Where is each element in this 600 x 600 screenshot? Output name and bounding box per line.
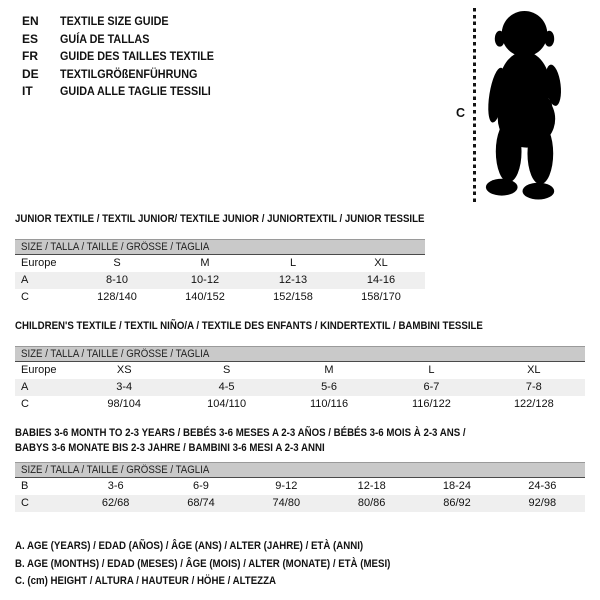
table-row-c (15, 396, 585, 413)
row-cell: 5-6 (321, 381, 337, 393)
language-row-es (22, 31, 231, 49)
language-code: FR (22, 49, 38, 63)
row-label: Europe (21, 257, 57, 269)
language-row-de (22, 66, 231, 84)
size-guide-section-0 (15, 212, 425, 306)
row-cell: L (289, 257, 297, 269)
row-cell: 158/170 (361, 291, 401, 303)
row-cell: 6-9 (193, 480, 209, 492)
row-cell: 110/116 (309, 398, 349, 410)
row-cell: XL (374, 257, 388, 269)
row-cell: 92/98 (528, 497, 557, 509)
language-code: ES (22, 31, 39, 46)
size-table (15, 346, 585, 413)
language-row-it (22, 83, 231, 101)
language-label: GUIDE DES TAILLES TEXTILE (60, 49, 215, 63)
height-dashed-line (473, 8, 476, 205)
row-label: C (21, 497, 29, 509)
size-table-header-text: SIZE / TALLA / TAILLE / GRÖSSE / TAGLIA (21, 241, 210, 253)
language-row-en (22, 13, 231, 31)
table-row-b (15, 478, 585, 495)
row-cell: 122/128 (513, 398, 554, 410)
size-table-header-text: SIZE / TALLA / TAILLE / GRÖSSE / TAGLIA (21, 348, 210, 360)
row-cell: 116/122 (411, 398, 451, 410)
section-title: BABIES 3-6 MONTH TO 2-3 YEARS / BEBÉS 3-6 MESES A 2-3 AÑOS / BÉBÉS 3-6 MOIS À 2-3 ANS / (15, 427, 466, 439)
size-table-header (15, 462, 585, 478)
row-cell: 6-7 (423, 381, 440, 393)
row-cell: 14-16 (366, 274, 396, 286)
row-cell: 7-8 (525, 381, 542, 393)
row-cell: 24-36 (528, 480, 557, 492)
row-cell: L (428, 364, 435, 376)
language-label: GUÍA DE TALLAS (60, 31, 150, 46)
height-marker-label: C (456, 106, 466, 120)
table-row-a (15, 272, 425, 289)
legend-block (15, 538, 442, 591)
row-label: C (21, 291, 29, 303)
row-label: C (21, 398, 29, 410)
row-cell: M (200, 257, 210, 269)
row-cell: S (113, 257, 121, 269)
row-label: Europe (21, 364, 57, 376)
row-cell: S (222, 364, 231, 376)
row-cell: 74/80 (272, 497, 301, 509)
language-code: EN (22, 14, 39, 28)
section-title: BABYS 3-6 MONATE BIS 2-3 JAHRE / BAMBINI 3-6 MESI A 2-3 ANNI (15, 442, 325, 454)
row-cell: 104/110 (207, 398, 247, 410)
section-title: JUNIOR TEXTILE / TEXTIL JUNIOR/ TEXTILE JUNIOR / JUNIORTEXTIL / JUNIOR TESSILE (15, 213, 425, 225)
legend-line-1: B. AGE (MONTHS) / EDAD (MESES) / ÂGE (MOIS) / ALTER (MONATE) / ETÀ (MESI) (15, 557, 391, 570)
size-table (15, 239, 425, 306)
row-cell: 8-10 (105, 274, 129, 286)
row-cell: 62/68 (101, 497, 130, 509)
language-row-fr (22, 48, 231, 66)
row-cell: 152/158 (273, 291, 313, 303)
row-cell: 4-5 (218, 381, 235, 393)
size-table-header (15, 346, 585, 362)
row-cell: 12-13 (278, 274, 308, 286)
row-cell: XL (527, 364, 541, 376)
row-cell: 86/92 (443, 497, 471, 509)
row-label: B (21, 480, 29, 492)
row-label: A (21, 381, 29, 393)
legend-line-2: C. (cm) HEIGHT / ALTURA / HAUTEUR / HÖHE / ALTEZZA (15, 575, 277, 587)
size-table-header-text: SIZE / TALLA / TAILLE / GRÖSSE / TAGLIA (21, 464, 210, 476)
row-cell: 68/74 (187, 497, 215, 509)
language-code: DE (22, 66, 39, 81)
row-cell: 9-12 (275, 480, 298, 492)
baby-silhouette-icon (477, 8, 572, 206)
row-cell: XS (116, 364, 132, 376)
size-table (15, 462, 585, 512)
section-title: CHILDREN'S TEXTILE / TEXTIL NIÑO/A / TEXTILE DES ENFANTS / KINDERTEXTIL / BAMBINI TESSILE (15, 320, 483, 332)
row-cell: 3-4 (116, 381, 133, 393)
row-cell: 3-6 (107, 480, 124, 492)
table-row-europe (15, 362, 585, 379)
table-row-c (15, 289, 425, 306)
table-row-a (15, 379, 585, 396)
language-label: TEXTILGRÖßENFÜHRUNG (60, 66, 198, 81)
row-cell: 140/152 (185, 291, 225, 303)
size-guide-section-2 (15, 426, 585, 512)
row-cell: 10-12 (190, 274, 220, 286)
row-cell: M (324, 364, 334, 376)
language-label: GUIDA ALLE TAGLIE TESSILI (60, 84, 211, 98)
size-table-header (15, 239, 425, 255)
row-label: A (21, 274, 29, 286)
legend-line-0: A. AGE (YEARS) / EDAD (AÑOS) / ÂGE (ANS) / ALTER (JAHRE) / ETÀ (ANNI) (15, 540, 364, 552)
language-label: TEXTILE SIZE GUIDE (60, 14, 169, 28)
row-cell: 128/140 (97, 291, 137, 303)
table-row-europe (15, 255, 425, 272)
size-guide-section-1 (15, 319, 585, 413)
language-code: IT (22, 84, 33, 98)
table-row-c (15, 495, 585, 512)
language-title-list (22, 13, 231, 101)
row-cell: 18-24 (442, 480, 472, 492)
row-cell: 12-18 (357, 480, 386, 492)
row-cell: 98/104 (107, 398, 142, 410)
row-cell: 80/86 (357, 497, 386, 509)
